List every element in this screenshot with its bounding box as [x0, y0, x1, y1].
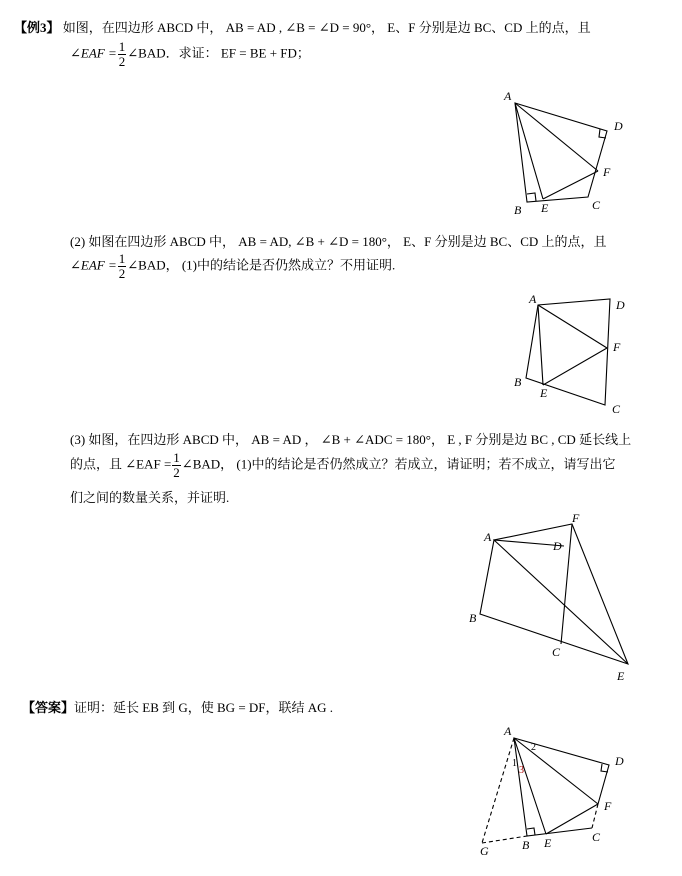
q2-text: (2) 如图在四边形 ABCD 中， AB = AD, ∠B + ∠D = 180°， E、F 分别是边 BC、CD 上的点，且 [70, 234, 607, 249]
label-f: F [604, 799, 612, 813]
q1-formula: ∠EAF = [70, 45, 117, 61]
q3-formula: 的点，且 ∠EAF = [70, 456, 172, 472]
answer-tag: 【答案】 [22, 700, 75, 715]
label-f: F [603, 165, 611, 179]
q2-text2: ∠BAD， (1)中的结论是否仍然成立？不用证明. [127, 257, 396, 273]
numerator: 1 [173, 450, 180, 465]
label-a: A [504, 724, 512, 738]
label-g: G [480, 844, 489, 858]
label-c: C [592, 198, 601, 212]
numerator: 1 [118, 251, 126, 266]
label-e: E [540, 386, 548, 400]
label-d: D [553, 539, 562, 553]
numerator: 1 [118, 39, 126, 54]
figure-1 [503, 89, 623, 217]
denominator: 2 [118, 266, 126, 281]
label-c: C [552, 645, 561, 659]
figure-2 [514, 292, 625, 416]
label-e: E [617, 669, 625, 683]
label-e: E [541, 201, 549, 215]
q3-text2: ∠BAD， (1)中的结论是否仍然成立？若成立，请证明；若不成立，请写出它 [181, 456, 616, 472]
denominator: 2 [118, 54, 126, 69]
q2-formula: ∠EAF = [70, 257, 117, 273]
label-b: B [469, 611, 477, 625]
q3-text3: 们之间的数量关系，并证明. [70, 490, 230, 505]
q1-text: 如图，在四边形 ABCD 中， AB = AD , ∠B = ∠D = 90°， E、F 分别是边 BC、CD 上的点，且 [62, 20, 591, 35]
angle-3: 3 [519, 765, 524, 776]
label-f: F [613, 340, 621, 354]
label-a: A [484, 530, 492, 544]
label-a: A [529, 292, 537, 306]
label-b: B [522, 838, 530, 852]
answer-text: 证明：延长 EB 到 G，使 BG = DF，联结 AG . [74, 700, 334, 715]
angle-2: 2 [531, 742, 536, 753]
label-d: D [614, 119, 623, 133]
label-f: F [572, 511, 580, 525]
label-c: C [612, 402, 621, 416]
label-d: D [615, 754, 624, 768]
denominator: 2 [173, 465, 180, 480]
label-d: D [616, 298, 625, 312]
label-c: C [592, 830, 601, 844]
label-b: B [514, 375, 522, 389]
label-b: B [514, 203, 522, 217]
figure-4 [480, 724, 624, 858]
figure-3 [469, 511, 628, 683]
angle-1: 1 [512, 758, 517, 769]
label-e: E [544, 836, 552, 850]
label-a: A [504, 89, 512, 103]
q3-text: (3) 如图，在四边形 ABCD 中， AB = AD ， ∠B + ∠ADC = 180°， E , F 分别是边 BC , CD 延长线上 [70, 432, 632, 447]
example-tag: 【例3】 [14, 20, 60, 35]
q1-text2: ∠BAD．求证： EF = BE + FD； [127, 45, 310, 61]
